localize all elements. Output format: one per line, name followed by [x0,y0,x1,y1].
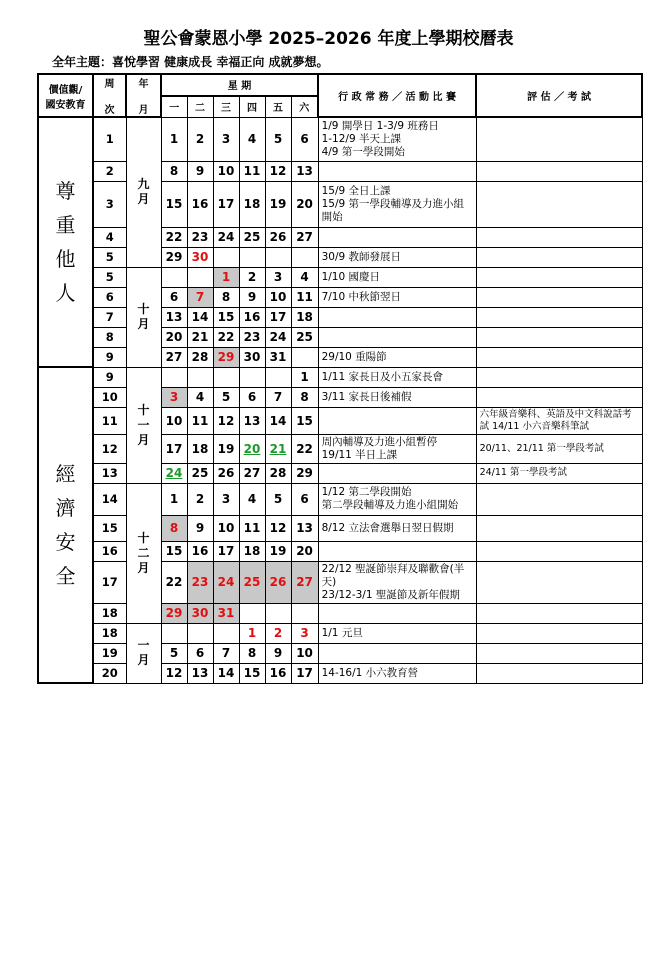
day-cell: 21 [265,434,291,463]
day-cell: 10 [213,161,239,181]
assessment-events [476,603,642,623]
day-cell: 6 [187,643,213,663]
day-cell: 5 [265,483,291,515]
assessment-events [476,643,642,663]
day-cell: 29 [161,247,187,267]
day-cell: 28 [187,347,213,367]
header-admin: 行 政 常 務 ／ 活 動 比 賽 [318,74,476,117]
header-day: 三 [213,96,239,118]
day-cell: 12 [265,515,291,541]
month-label: 一 月 [126,623,161,683]
day-cell: 2 [187,117,213,161]
day-cell: 14 [265,407,291,434]
day-cell [161,623,187,643]
assessment-events [476,327,642,347]
day-cell: 12 [265,161,291,181]
assessment-events: 24/11 第一學段考試 [476,463,642,483]
day-cell [265,367,291,387]
week-number: 6 [93,287,126,307]
table-row [38,483,642,515]
admin-events: 30/9 教師發展日 [318,247,476,267]
day-cell: 4 [239,483,265,515]
day-cell: 8 [161,161,187,181]
assessment-events [476,367,642,387]
day-cell: 29 [161,603,187,623]
header-day: 二 [187,96,213,118]
admin-events [318,463,476,483]
day-cell: 3 [213,483,239,515]
header-week: 周 次 [93,74,126,117]
day-cell: 29 [291,463,318,483]
day-cell: 15 [213,307,239,327]
week-number: 2 [93,161,126,181]
day-cell: 31 [213,603,239,623]
admin-events: 3/11 家長日後補假 [318,387,476,407]
week-number: 4 [93,227,126,247]
day-cell: 15 [161,541,187,561]
assessment-events [476,347,642,367]
day-cell [291,347,318,367]
assessment-events [476,483,642,515]
day-cell: 26 [213,463,239,483]
day-cell: 22 [161,227,187,247]
day-cell: 25 [239,227,265,247]
day-cell: 6 [239,387,265,407]
day-cell: 5 [265,117,291,161]
day-cell: 13 [291,161,318,181]
day-cell: 7 [187,287,213,307]
day-cell: 8 [213,287,239,307]
assessment-events [476,181,642,227]
day-cell: 13 [291,515,318,541]
annual-theme: 全年主題：喜悅學習 健康成長 幸福正向 成就夢想。 [52,55,329,69]
day-cell [187,267,213,287]
day-cell: 30 [239,347,265,367]
day-cell [161,267,187,287]
day-cell: 17 [213,541,239,561]
assessment-events: 20/11、21/11 第一學段考試 [476,434,642,463]
day-cell: 13 [239,407,265,434]
day-cell: 26 [265,561,291,603]
admin-events [318,603,476,623]
day-cell: 23 [187,561,213,603]
assessment-events [476,541,642,561]
day-cell: 3 [265,267,291,287]
admin-events: 8/12 立法會選舉日翌日假期 [318,515,476,541]
day-cell: 3 [291,623,318,643]
day-cell: 27 [161,347,187,367]
day-cell: 25 [291,327,318,347]
day-cell: 22 [161,561,187,603]
day-cell: 10 [291,643,318,663]
day-cell: 24 [265,327,291,347]
header-assess: 評 估 ／ 考 試 [476,74,642,117]
month-label: 十 月 [126,267,161,367]
day-cell [239,603,265,623]
admin-events [318,227,476,247]
day-cell: 1 [161,483,187,515]
day-cell [187,367,213,387]
day-cell: 18 [187,434,213,463]
day-cell: 18 [239,181,265,227]
day-cell: 20 [239,434,265,463]
day-cell: 16 [187,541,213,561]
table-row [38,367,642,387]
day-cell: 8 [291,387,318,407]
day-cell: 6 [291,117,318,161]
week-number: 20 [93,663,126,683]
week-number: 18 [93,603,126,623]
header-weekdays: 星 期 [161,74,318,96]
admin-events: 7/10 中秋節翌日 [318,287,476,307]
header-day: 四 [239,96,265,118]
day-cell: 27 [291,561,318,603]
day-cell: 7 [213,643,239,663]
week-number: 8 [93,327,126,347]
day-cell: 5 [213,387,239,407]
header-day: 六 [291,96,318,118]
header-month: 年 月 [126,74,161,117]
admin-events [318,161,476,181]
week-number: 5 [93,247,126,267]
day-cell: 1 [239,623,265,643]
day-cell: 16 [265,663,291,683]
week-number: 14 [93,483,126,515]
week-number: 11 [93,407,126,434]
assessment-events [476,267,642,287]
day-cell: 19 [265,541,291,561]
week-number: 19 [93,643,126,663]
admin-events: 1/9 開學日 1-3/9 班務日 1-12/9 半天上課 4/9 第一學段開始 [318,117,476,161]
day-cell [161,367,187,387]
admin-events [318,541,476,561]
assessment-events [476,561,642,603]
assessment-events: 六年級音樂科、英語及中文科說話考試 14/11 小六音樂科筆試 [476,407,642,434]
week-number: 3 [93,181,126,227]
header-day: 一 [161,96,187,118]
table-row [38,117,642,161]
day-cell: 1 [213,267,239,287]
day-cell: 9 [265,643,291,663]
section-label: 尊 重 他 人 [38,117,93,367]
week-number: 16 [93,541,126,561]
week-number: 9 [93,347,126,367]
week-number: 7 [93,307,126,327]
day-cell: 11 [239,515,265,541]
day-cell: 12 [213,407,239,434]
day-cell: 17 [265,307,291,327]
day-cell: 18 [291,307,318,327]
day-cell [187,623,213,643]
day-cell [239,247,265,267]
day-cell: 17 [161,434,187,463]
day-cell: 25 [187,463,213,483]
day-cell: 6 [291,483,318,515]
day-cell [291,247,318,267]
day-cell: 16 [239,307,265,327]
assessment-events [476,515,642,541]
day-cell [291,603,318,623]
week-number: 12 [93,434,126,463]
day-cell: 11 [239,161,265,181]
assessment-events [476,247,642,267]
admin-events: 29/10 重陽節 [318,347,476,367]
day-cell: 4 [291,267,318,287]
day-cell: 8 [239,643,265,663]
day-cell: 11 [291,287,318,307]
day-cell [239,367,265,387]
day-cell: 15 [161,181,187,227]
day-cell: 20 [161,327,187,347]
day-cell: 22 [213,327,239,347]
day-cell: 12 [161,663,187,683]
day-cell: 11 [187,407,213,434]
day-cell: 2 [187,483,213,515]
day-cell: 28 [265,463,291,483]
week-number: 17 [93,561,126,603]
week-number: 18 [93,623,126,643]
day-cell: 9 [239,287,265,307]
day-cell: 23 [239,327,265,347]
day-cell: 30 [187,603,213,623]
section-label: 經 濟 安 全 [38,367,93,683]
admin-events: 周內輔導及力進小組暫停 19/11 半日上課 [318,434,476,463]
day-cell: 24 [161,463,187,483]
week-number: 15 [93,515,126,541]
table-row [38,623,642,643]
day-cell: 10 [161,407,187,434]
day-cell: 7 [265,387,291,407]
day-cell: 4 [239,117,265,161]
day-cell: 30 [187,247,213,267]
admin-events: 1/1 元旦 [318,623,476,643]
day-cell: 19 [213,434,239,463]
week-number: 1 [93,117,126,161]
assessment-events [476,287,642,307]
day-cell: 24 [213,227,239,247]
admin-events: 1/12 第二學段開始 第二學段輔導及力進小組開始 [318,483,476,515]
day-cell: 1 [291,367,318,387]
day-cell: 22 [291,434,318,463]
day-cell: 6 [161,287,187,307]
month-label: 十 二 月 [126,483,161,623]
day-cell: 20 [291,541,318,561]
day-cell: 18 [239,541,265,561]
page-title: 聖公會蒙恩小學 2025–2026 年度上學期校曆表 [143,29,514,49]
calendar-table [37,73,643,684]
day-cell: 13 [161,307,187,327]
day-cell: 16 [187,181,213,227]
day-cell: 9 [187,161,213,181]
admin-events: 15/9 全日上課 15/9 第一學段輔導及力進小組開始 [318,181,476,227]
table-row [38,267,642,287]
day-cell: 24 [213,561,239,603]
header-values: 價值觀/ 國安教育 [38,74,93,117]
header-day: 五 [265,96,291,118]
day-cell: 23 [187,227,213,247]
assessment-events [476,663,642,683]
day-cell: 10 [265,287,291,307]
day-cell: 1 [161,117,187,161]
day-cell: 4 [187,387,213,407]
day-cell: 19 [265,181,291,227]
week-number: 13 [93,463,126,483]
day-cell: 2 [265,623,291,643]
admin-events: 1/10 國慶日 [318,267,476,287]
day-cell: 27 [239,463,265,483]
day-cell [213,247,239,267]
day-cell [213,623,239,643]
day-cell: 31 [265,347,291,367]
day-cell: 27 [291,227,318,247]
admin-events [318,643,476,663]
day-cell: 20 [291,181,318,227]
admin-events: 22/12 聖誕節崇拜及聯歡會(半天) 23/12-3/1 聖誕節及新年假期 [318,561,476,603]
admin-events [318,307,476,327]
week-number: 9 [93,367,126,387]
week-number: 5 [93,267,126,287]
day-cell: 14 [187,307,213,327]
assessment-events [476,623,642,643]
month-label: 九 月 [126,117,161,267]
day-cell: 17 [291,663,318,683]
day-cell: 25 [239,561,265,603]
admin-events: 14-16/1 小六教育營 [318,663,476,683]
day-cell: 15 [239,663,265,683]
assessment-events [476,161,642,181]
day-cell: 2 [239,267,265,287]
day-cell [213,367,239,387]
day-cell: 8 [161,515,187,541]
week-number: 10 [93,387,126,407]
day-cell: 9 [187,515,213,541]
month-label: 十 一 月 [126,367,161,483]
assessment-events [476,307,642,327]
day-cell: 10 [213,515,239,541]
assessment-events [476,117,642,161]
day-cell: 3 [213,117,239,161]
admin-events [318,407,476,434]
day-cell: 15 [291,407,318,434]
assessment-events [476,387,642,407]
day-cell [265,603,291,623]
day-cell: 3 [161,387,187,407]
day-cell: 21 [187,327,213,347]
day-cell: 17 [213,181,239,227]
day-cell: 13 [187,663,213,683]
admin-events [318,327,476,347]
day-cell: 29 [213,347,239,367]
day-cell: 14 [213,663,239,683]
assessment-events [476,227,642,247]
day-cell: 5 [161,643,187,663]
day-cell: 26 [265,227,291,247]
day-cell [265,247,291,267]
admin-events: 1/11 家長日及小五家長會 [318,367,476,387]
